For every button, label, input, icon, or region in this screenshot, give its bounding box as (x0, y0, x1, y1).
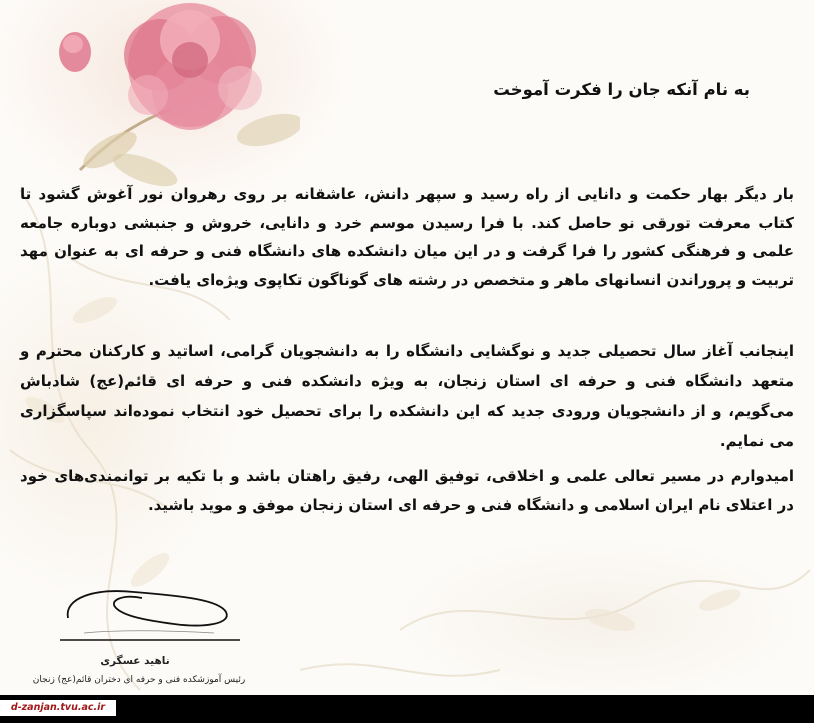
signatory-title: رئیس آموزشکده فنی و حرفه ای دختران قائم(عج) زنجان (32, 675, 246, 685)
signatory-name: ناهید عسگری (100, 655, 170, 667)
handwritten-signature (54, 578, 244, 653)
letter-paragraph-3 (20, 462, 794, 520)
site-url-label[interactable]: d-zanjan.tvu.ac.ir (0, 700, 116, 716)
letter-heading: به نام آنکه جان را فکرت آموخت (493, 80, 750, 99)
footer-bar (0, 695, 814, 723)
paragraph-text: امیدوارم در مسیر تعالی علمی و اخلاقی، توفیق الهی، رفیق راهتان باشد و با تکیه بر توانمندی‌های خود در اعتلای نام ایران اسلامی و دانشگاه فنی و حرفه ای استان زنجان موفق و موید باشید. (20, 467, 794, 514)
letter-paragraph-1 (20, 180, 794, 294)
paragraph-text: بار دیگر بهار حکمت و دانایی از راه رسید و سپهر دانش، عاشقانه بر روی رهروان نور آغوش گشود تا کتاب معرفت تورقی نو حاصل کند. با فرا رسیدن موسم خرد و دانایی، خروش و جنبشی دوباره جامعه علمی و فرهنگی کشور را فرا گرفت و در این میان دانشکده های دانشگاه فنی و حرفه ای به عنوان مهد تربیت و پروراندن انسانهای ماهر و متخصص در رشته های گوناگون تکاپوی ویژه‌ای یافت. (20, 185, 794, 289)
letter-paragraph-2 (20, 336, 794, 456)
paragraph-text: اینجانب آغاز سال تحصیلی جدید و نوگشایی دانشگاه را به دانشجویان گرامی، اساتید و کارکنان محترم و متعهد دانشگاه فنی و حرفه ای استان زنجان، به ویژه دانشکده فنی و حرفه ای قائم(عج) شادباش می‌گویم، و از دانشجویان ورودی جدید که این دانشکده را برای تحصیل خود انتخاب نموده‌اند سپاسگزاری می نمایم. (20, 342, 794, 450)
